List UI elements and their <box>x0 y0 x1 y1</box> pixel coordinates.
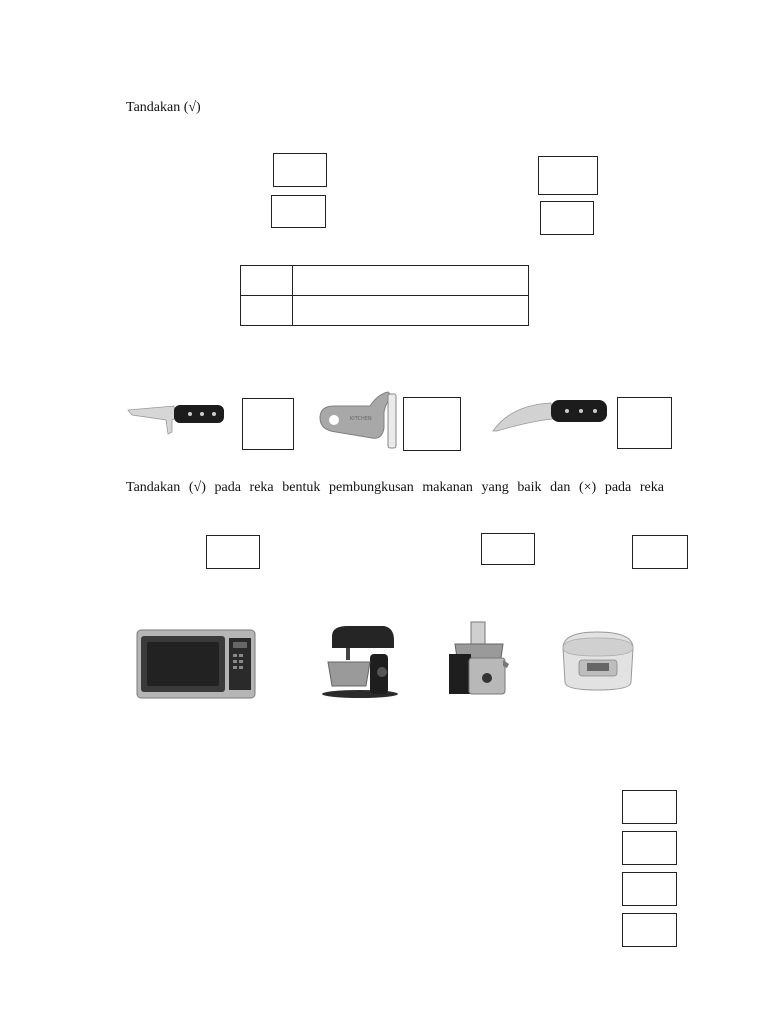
table-cell-r1-c1[interactable] <box>241 266 293 296</box>
instruction-text-2: Tandakan (√) pada reka bentuk pembungkusan makanan yang baik dan (×) pada reka <box>126 480 664 495</box>
instruction-text-1: Tandakan (√) <box>126 100 201 115</box>
juicer-icon <box>445 620 511 698</box>
answer-box-knife-1[interactable] <box>242 398 294 450</box>
answer-table <box>240 265 529 326</box>
paring-knife-icon <box>491 395 609 435</box>
table-cell-r2-c2[interactable] <box>293 296 529 326</box>
answer-box-col-1[interactable] <box>622 790 677 824</box>
table-cell-r2-c1[interactable] <box>241 296 293 326</box>
y-peeler-icon <box>316 388 398 450</box>
microwave-oven-icon <box>135 628 257 700</box>
answer-box-1b[interactable] <box>271 195 326 228</box>
svg-text:KITCHEN: KITCHEN <box>350 416 372 422</box>
boning-knife-icon <box>126 398 226 438</box>
answer-box-col-4[interactable] <box>622 913 677 947</box>
stand-mixer-icon <box>318 624 400 698</box>
answer-box-pack-2[interactable] <box>481 533 535 565</box>
answer-box-pack-3[interactable] <box>632 535 688 569</box>
answer-box-2a[interactable] <box>538 156 598 195</box>
answer-box-2b[interactable] <box>540 201 594 235</box>
table-cell-r1-c2[interactable] <box>293 266 529 296</box>
answer-box-pack-1[interactable] <box>206 535 260 569</box>
answer-box-col-2[interactable] <box>622 831 677 865</box>
answer-box-1a[interactable] <box>273 153 327 187</box>
rice-cooker-icon <box>557 628 639 692</box>
answer-box-knife-2[interactable] <box>617 397 672 449</box>
answer-box-col-3[interactable] <box>622 872 677 906</box>
answer-box-peeler[interactable] <box>403 397 461 451</box>
